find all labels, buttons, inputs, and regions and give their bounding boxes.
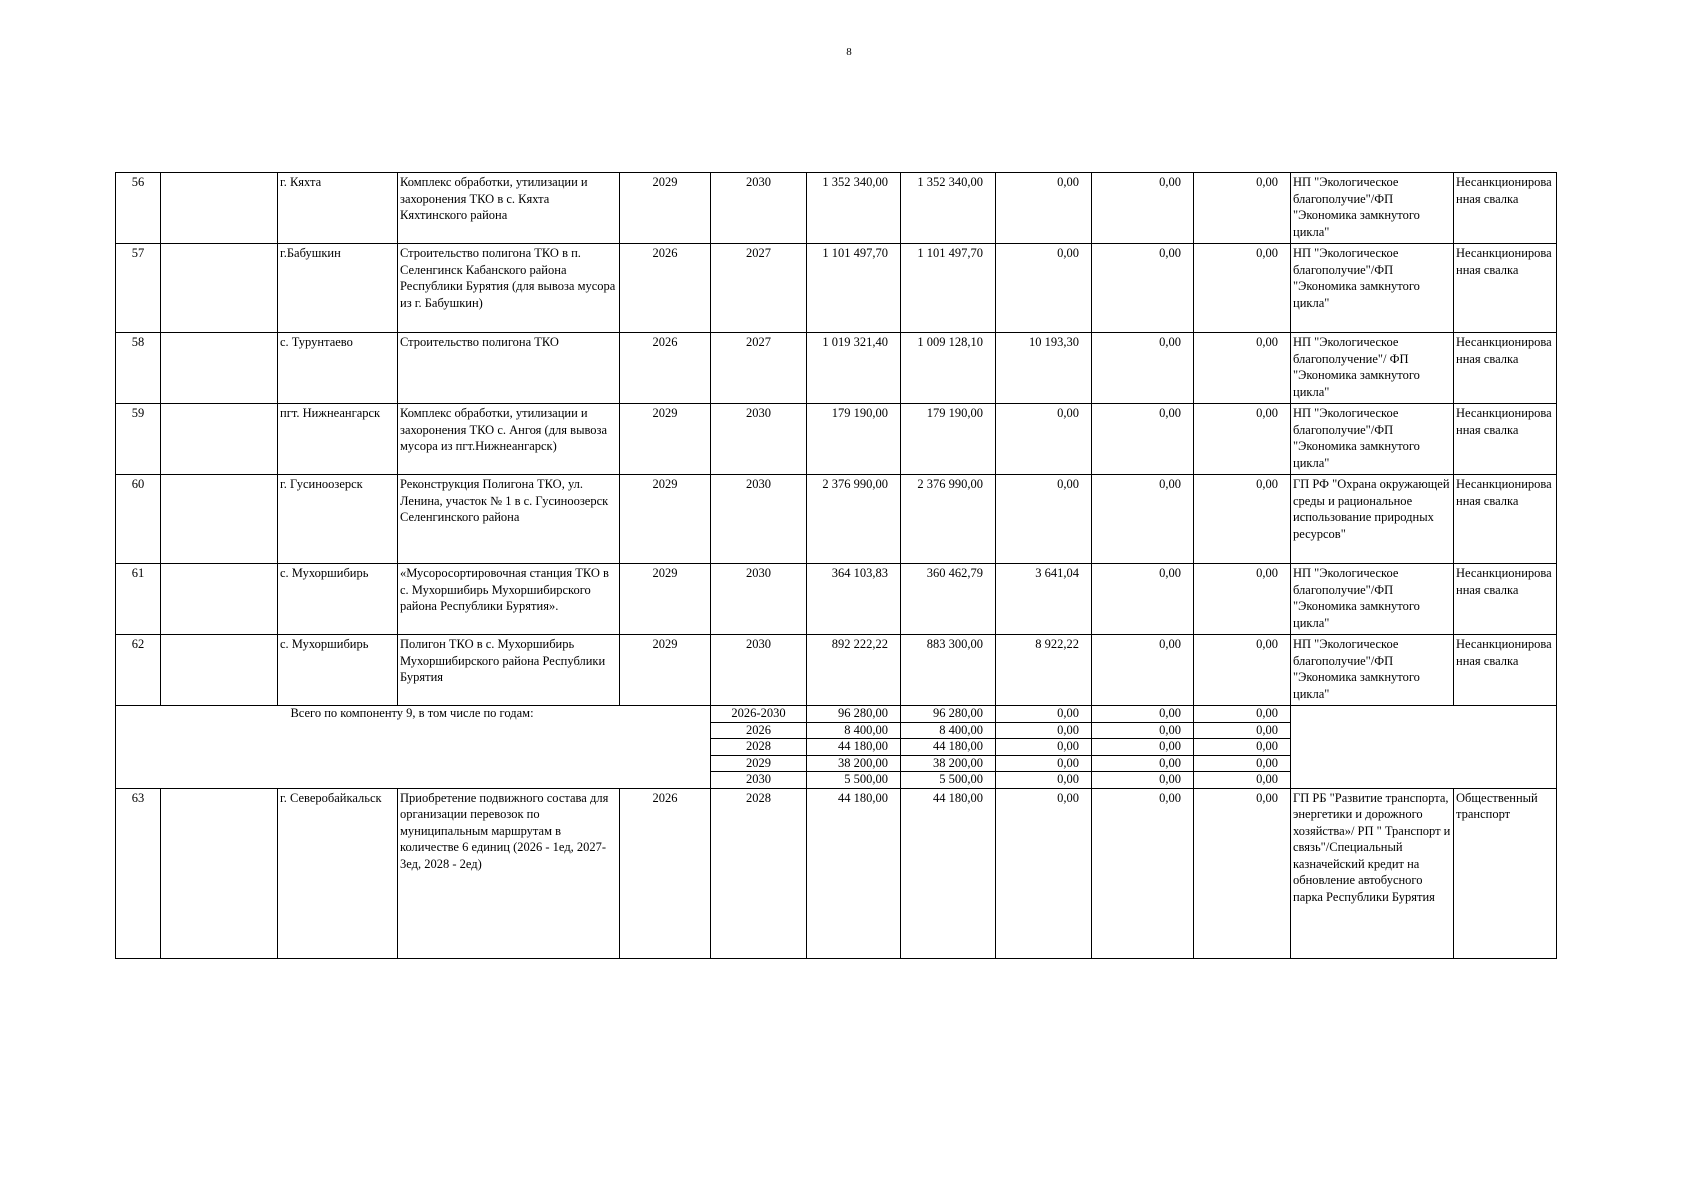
empty-cell [161, 333, 278, 404]
start-year-cell: 2029 [620, 404, 711, 475]
total-amount-cell: 892 222,22 [807, 635, 901, 706]
total-amount-cell: 1 352 340,00 [807, 173, 901, 244]
table-row [116, 173, 1557, 244]
summary-total-cell: 96 280,00 [807, 706, 901, 723]
settlement-cell: с. Мухоршибирь [278, 635, 398, 706]
federal-amount-cell: 179 190,00 [901, 404, 996, 475]
row-number: 56 [116, 173, 161, 244]
start-year-cell: 2029 [620, 173, 711, 244]
other-amount-cell: 0,00 [1194, 173, 1291, 244]
end-year-cell: 2027 [711, 244, 807, 333]
empty-cell [161, 173, 278, 244]
start-year-cell: 2029 [620, 475, 711, 564]
summary-other-cell: 0,00 [1194, 706, 1291, 723]
regional-amount-cell: 0,00 [996, 788, 1092, 958]
summary-regional-cell: 0,00 [996, 755, 1092, 772]
summary-year-cell: 2026 [711, 722, 807, 739]
regional-amount-cell: 0,00 [996, 244, 1092, 333]
row-number: 58 [116, 333, 161, 404]
row-number: 60 [116, 475, 161, 564]
start-year-cell: 2026 [620, 244, 711, 333]
summary-municipal-cell: 0,00 [1092, 722, 1194, 739]
project-name-cell: Строительство полигона ТКО в п. Селенгинск Кабанского района Республики Бурятия (для вывоза мусора из г. Бабушкин) [398, 244, 620, 333]
summary-municipal-cell: 0,00 [1092, 772, 1194, 789]
program-cell: НП "Экологическое благополучие"/ФП "Экономика замкнутого цикла" [1291, 173, 1454, 244]
program-cell: ГП РБ "Развитие транспорта, энергетики и дорожного хозяйства»/ РП " Транспорт и связь"/Специальный казначейский кредит на обновление автобусного парка Республики Бурятия [1291, 788, 1454, 958]
total-amount-cell: 364 103,83 [807, 564, 901, 635]
summary-municipal-cell: 0,00 [1092, 706, 1194, 723]
row-number: 62 [116, 635, 161, 706]
summary-regional-cell: 0,00 [996, 706, 1092, 723]
project-name-cell: Комплекс обработки, утилизации и захоронения ТКО с. Ангоя (для вывоза мусора из пгт.Нижнеангарск) [398, 404, 620, 475]
note-cell: Несанкционированная свалка [1454, 564, 1557, 635]
note-cell: Несанкционированная свалка [1454, 475, 1557, 564]
start-year-cell: 2029 [620, 564, 711, 635]
regional-amount-cell: 3 641,04 [996, 564, 1092, 635]
federal-amount-cell: 2 376 990,00 [901, 475, 996, 564]
row-number: 57 [116, 244, 161, 333]
project-name-cell: Комплекс обработки, утилизации и захоронения ТКО в с. Кяхта Кяхтинского района [398, 173, 620, 244]
summary-other-cell: 0,00 [1194, 722, 1291, 739]
summary-total-cell: 5 500,00 [807, 772, 901, 789]
total-amount-cell: 44 180,00 [807, 788, 901, 958]
empty-cell [161, 564, 278, 635]
summary-year-cell: 2030 [711, 772, 807, 789]
end-year-cell: 2030 [711, 404, 807, 475]
summary-total-cell: 38 200,00 [807, 755, 901, 772]
summary-municipal-cell: 0,00 [1092, 739, 1194, 756]
project-name-cell: Строительство полигона ТКО [398, 333, 620, 404]
project-name-cell: «Мусоросортировочная станция ТКО в с. Мухоршибирь Мухоршибирского района Республики Бурятия». [398, 564, 620, 635]
federal-amount-cell: 1 352 340,00 [901, 173, 996, 244]
program-cell: НП "Экологическое благополучие"/ФП "Экономика замкнутого цикла" [1291, 404, 1454, 475]
table-row [116, 404, 1557, 475]
empty-cell [161, 788, 278, 958]
empty-cell [161, 475, 278, 564]
federal-amount-cell: 1 101 497,70 [901, 244, 996, 333]
end-year-cell: 2030 [711, 564, 807, 635]
other-amount-cell: 0,00 [1194, 244, 1291, 333]
settlement-cell: г. Гусиноозерск [278, 475, 398, 564]
federal-amount-cell: 883 300,00 [901, 635, 996, 706]
project-name-cell: Приобретение подвижного состава для организации перевозок по муниципальным маршрутам в количестве 6 единиц (2026 - 1ед, 2027- 3ед, 2028 - 2ед) [398, 788, 620, 958]
table-row [116, 244, 1557, 333]
federal-amount-cell: 44 180,00 [901, 788, 996, 958]
end-year-cell: 2030 [711, 475, 807, 564]
settlement-cell: г.Бабушкин [278, 244, 398, 333]
total-amount-cell: 1 101 497,70 [807, 244, 901, 333]
note-cell: Несанкционированная свалка [1454, 173, 1557, 244]
projects-table [115, 172, 1557, 959]
federal-amount-cell: 360 462,79 [901, 564, 996, 635]
page-number: 8 [846, 46, 852, 58]
municipal-amount-cell: 0,00 [1092, 404, 1194, 475]
note-cell: Общественный транспорт [1454, 788, 1557, 958]
settlement-cell: пгт. Нижнеангарск [278, 404, 398, 475]
summary-regional-cell: 0,00 [996, 722, 1092, 739]
summary-label: Всего по компоненту 9, в том числе по годам: [116, 706, 711, 789]
start-year-cell: 2026 [620, 788, 711, 958]
project-name-cell: Полигон ТКО в с. Мухоршибирь Мухоршибирского района Республики Бурятия [398, 635, 620, 706]
summary-row [116, 706, 1557, 723]
settlement-cell: г. Северобайкальск [278, 788, 398, 958]
summary-federal-cell: 5 500,00 [901, 772, 996, 789]
start-year-cell: 2026 [620, 333, 711, 404]
project-name-cell: Реконструкция Полигона ТКО, ул. Ленина, участок № 1 в с. Гусиноозерск Селенгинского района [398, 475, 620, 564]
municipal-amount-cell: 0,00 [1092, 564, 1194, 635]
summary-other-cell: 0,00 [1194, 755, 1291, 772]
municipal-amount-cell: 0,00 [1092, 173, 1194, 244]
regional-amount-cell: 10 193,30 [996, 333, 1092, 404]
federal-amount-cell: 1 009 128,10 [901, 333, 996, 404]
municipal-amount-cell: 0,00 [1092, 788, 1194, 958]
municipal-amount-cell: 0,00 [1092, 333, 1194, 404]
empty-cell [161, 404, 278, 475]
table-row [116, 635, 1557, 706]
total-amount-cell: 1 019 321,40 [807, 333, 901, 404]
summary-year-cell: 2028 [711, 739, 807, 756]
regional-amount-cell: 0,00 [996, 173, 1092, 244]
summary-total-cell: 8 400,00 [807, 722, 901, 739]
summary-federal-cell: 44 180,00 [901, 739, 996, 756]
summary-empty-cell [1291, 706, 1557, 789]
other-amount-cell: 0,00 [1194, 475, 1291, 564]
settlement-cell: с. Мухоршибирь [278, 564, 398, 635]
municipal-amount-cell: 0,00 [1092, 475, 1194, 564]
other-amount-cell: 0,00 [1194, 404, 1291, 475]
end-year-cell: 2027 [711, 333, 807, 404]
end-year-cell: 2030 [711, 635, 807, 706]
empty-cell [161, 635, 278, 706]
note-cell: Несанкционированная свалка [1454, 333, 1557, 404]
regional-amount-cell: 8 922,22 [996, 635, 1092, 706]
settlement-cell: г. Кяхта [278, 173, 398, 244]
table-row [116, 788, 1557, 958]
regional-amount-cell: 0,00 [996, 475, 1092, 564]
table-row [116, 475, 1557, 564]
note-cell: Несанкционированная свалка [1454, 635, 1557, 706]
row-number: 59 [116, 404, 161, 475]
summary-federal-cell: 96 280,00 [901, 706, 996, 723]
empty-cell [161, 244, 278, 333]
end-year-cell: 2030 [711, 173, 807, 244]
row-number: 63 [116, 788, 161, 958]
summary-municipal-cell: 0,00 [1092, 755, 1194, 772]
program-cell: НП "Экологическое благополучие"/ФП "Экономика замкнутого цикла" [1291, 635, 1454, 706]
other-amount-cell: 0,00 [1194, 564, 1291, 635]
row-number: 61 [116, 564, 161, 635]
end-year-cell: 2028 [711, 788, 807, 958]
program-cell: НП "Экологическое благополучие"/ФП "Экономика замкнутого цикла" [1291, 564, 1454, 635]
summary-other-cell: 0,00 [1194, 739, 1291, 756]
total-amount-cell: 2 376 990,00 [807, 475, 901, 564]
other-amount-cell: 0,00 [1194, 788, 1291, 958]
regional-amount-cell: 0,00 [996, 404, 1092, 475]
table-row [116, 333, 1557, 404]
start-year-cell: 2029 [620, 635, 711, 706]
other-amount-cell: 0,00 [1194, 635, 1291, 706]
note-cell: Несанкционированная свалка [1454, 244, 1557, 333]
summary-regional-cell: 0,00 [996, 772, 1092, 789]
table-row [116, 564, 1557, 635]
municipal-amount-cell: 0,00 [1092, 635, 1194, 706]
settlement-cell: с. Турунтаево [278, 333, 398, 404]
summary-other-cell: 0,00 [1194, 772, 1291, 789]
summary-federal-cell: 38 200,00 [901, 755, 996, 772]
note-cell: Несанкционированная свалка [1454, 404, 1557, 475]
summary-year-cell: 2026-2030 [711, 706, 807, 723]
summary-total-cell: 44 180,00 [807, 739, 901, 756]
summary-regional-cell: 0,00 [996, 739, 1092, 756]
other-amount-cell: 0,00 [1194, 333, 1291, 404]
program-cell: ГП РФ "Охрана окружающей среды и рациональное использование природных ресурсов" [1291, 475, 1454, 564]
municipal-amount-cell: 0,00 [1092, 244, 1194, 333]
summary-federal-cell: 8 400,00 [901, 722, 996, 739]
program-cell: НП "Экологическое благополучение"/ ФП "Экономика замкнутого цикла" [1291, 333, 1454, 404]
total-amount-cell: 179 190,00 [807, 404, 901, 475]
program-cell: НП "Экологическое благополучие"/ФП "Экономика замкнутого цикла" [1291, 244, 1454, 333]
summary-year-cell: 2029 [711, 755, 807, 772]
